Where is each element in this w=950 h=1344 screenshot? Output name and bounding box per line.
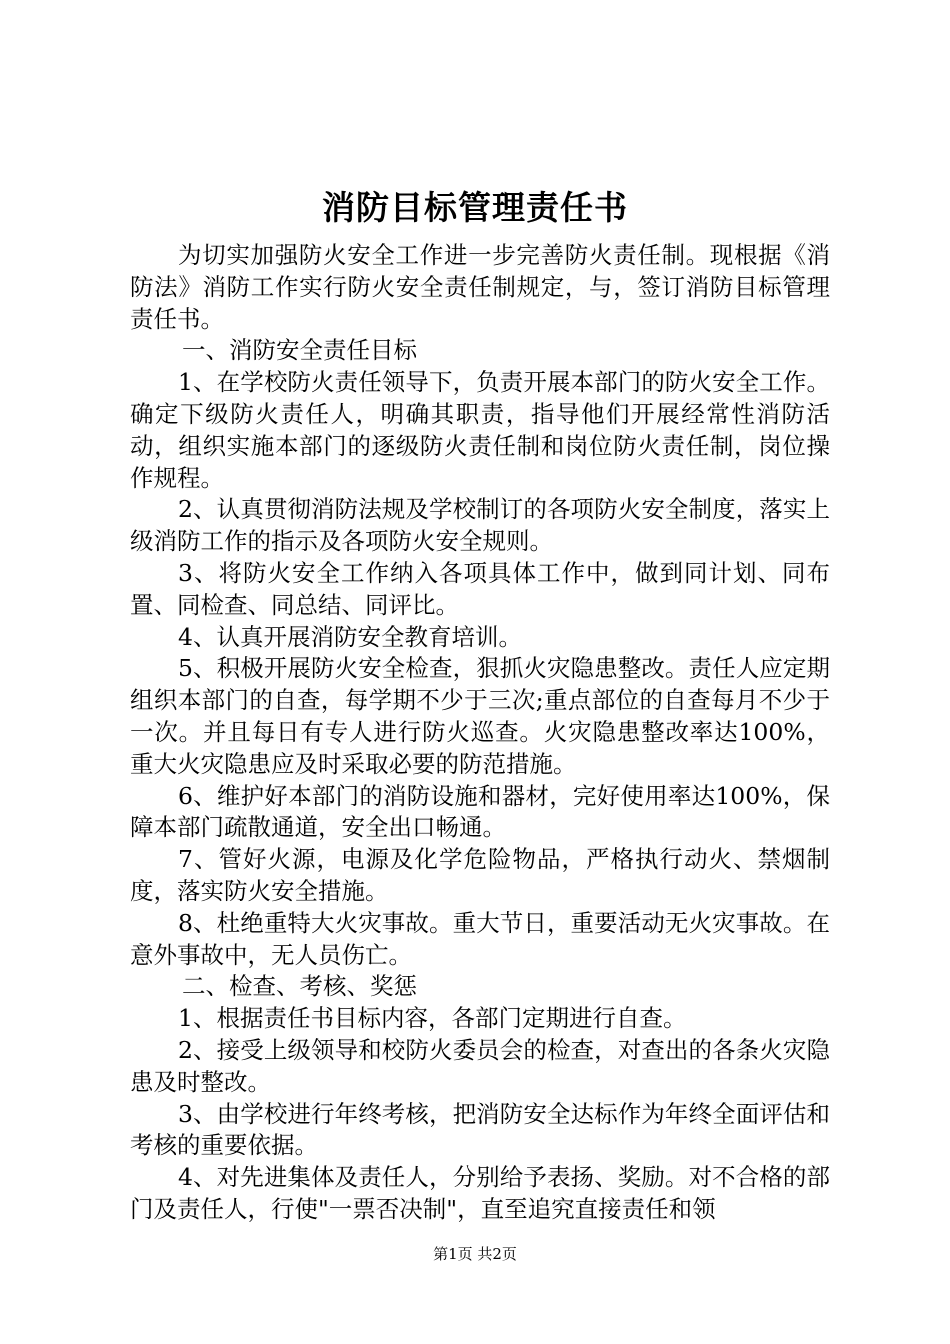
body-paragraph: 4、对先进集体及责任人，分别给予表扬、奖励。对不合格的部门及责任人，行使"一票否决制"，直至追究直接责任和领 xyxy=(130,1163,830,1223)
document-title: 消防目标管理责任书 xyxy=(322,188,628,227)
body-paragraph: 4、认真开展消防安全教育培训。 xyxy=(178,622,522,651)
body-paragraph: 3、由学校进行年终考核，把消防安全达标作为年终全面评估和考核的重要依据。 xyxy=(130,1099,830,1160)
body-paragraph: 1、在学校防火责任领导下，负责开展本部门的防火安全工作。确定下级防火责任人，明确其职责，指导他们开展经常性消防活动，组织实施本部门的逐级防火责任制和岗位防火责任制，岗位操作规程。 xyxy=(130,368,830,492)
page-number-footer: 第1页 共2页 xyxy=(433,1245,517,1263)
body-paragraph: 2、接受上级领导和校防火委员会的检查，对查出的各条火灾隐患及时整改。 xyxy=(130,1035,830,1096)
document-body xyxy=(130,240,830,1226)
body-paragraph: 2、认真贯彻消防法规及学校制订的各项防火安全制度，落实上级消防工作的指示及各项防火安全规则。 xyxy=(130,495,830,556)
body-paragraph: 6、维护好本部门的消防设施和器材，完好使用率达100%，保障本部门疏散通道，安全出口畅通。 xyxy=(130,781,830,842)
intro-paragraph: 为切实加强防火安全工作进一步完善防火责任制。现根据《消防法》消防工作实行防火安全责任制规定，与，签订消防目标管理责任书。 xyxy=(130,241,830,333)
body-paragraph: 7、管好火源，电源及化学危险物品，严格执行动火、禁烟制度，落实防火安全措施。 xyxy=(130,845,830,905)
section-heading: 二、检查、考核、奖惩 xyxy=(182,972,417,1001)
body-paragraph: 3、将防火安全工作纳入各项具体工作中，做到同计划、同布置、同检查、同总结、同评比。 xyxy=(130,558,830,619)
section-heading: 一、消防安全责任目标 xyxy=(182,336,417,365)
body-paragraph: 1、根据责任书目标内容，各部门定期进行自查。 xyxy=(178,1004,687,1033)
body-paragraph: 8、杜绝重特大火灾事故。重大节日，重要活动无火灾事故。在意外事故中，无人员伤亡。 xyxy=(130,908,830,969)
body-paragraph: 5、积极开展防火安全检查，狠抓火灾隐患整改。责任人应定期组织本部门的自查，每学期不少于三次;重点部位的自查每月不少于一次。并且每日有专人进行防火巡查。火灾隐患整改率达100%，重大火灾隐患应及时采取必要的防范措施。 xyxy=(130,654,830,778)
